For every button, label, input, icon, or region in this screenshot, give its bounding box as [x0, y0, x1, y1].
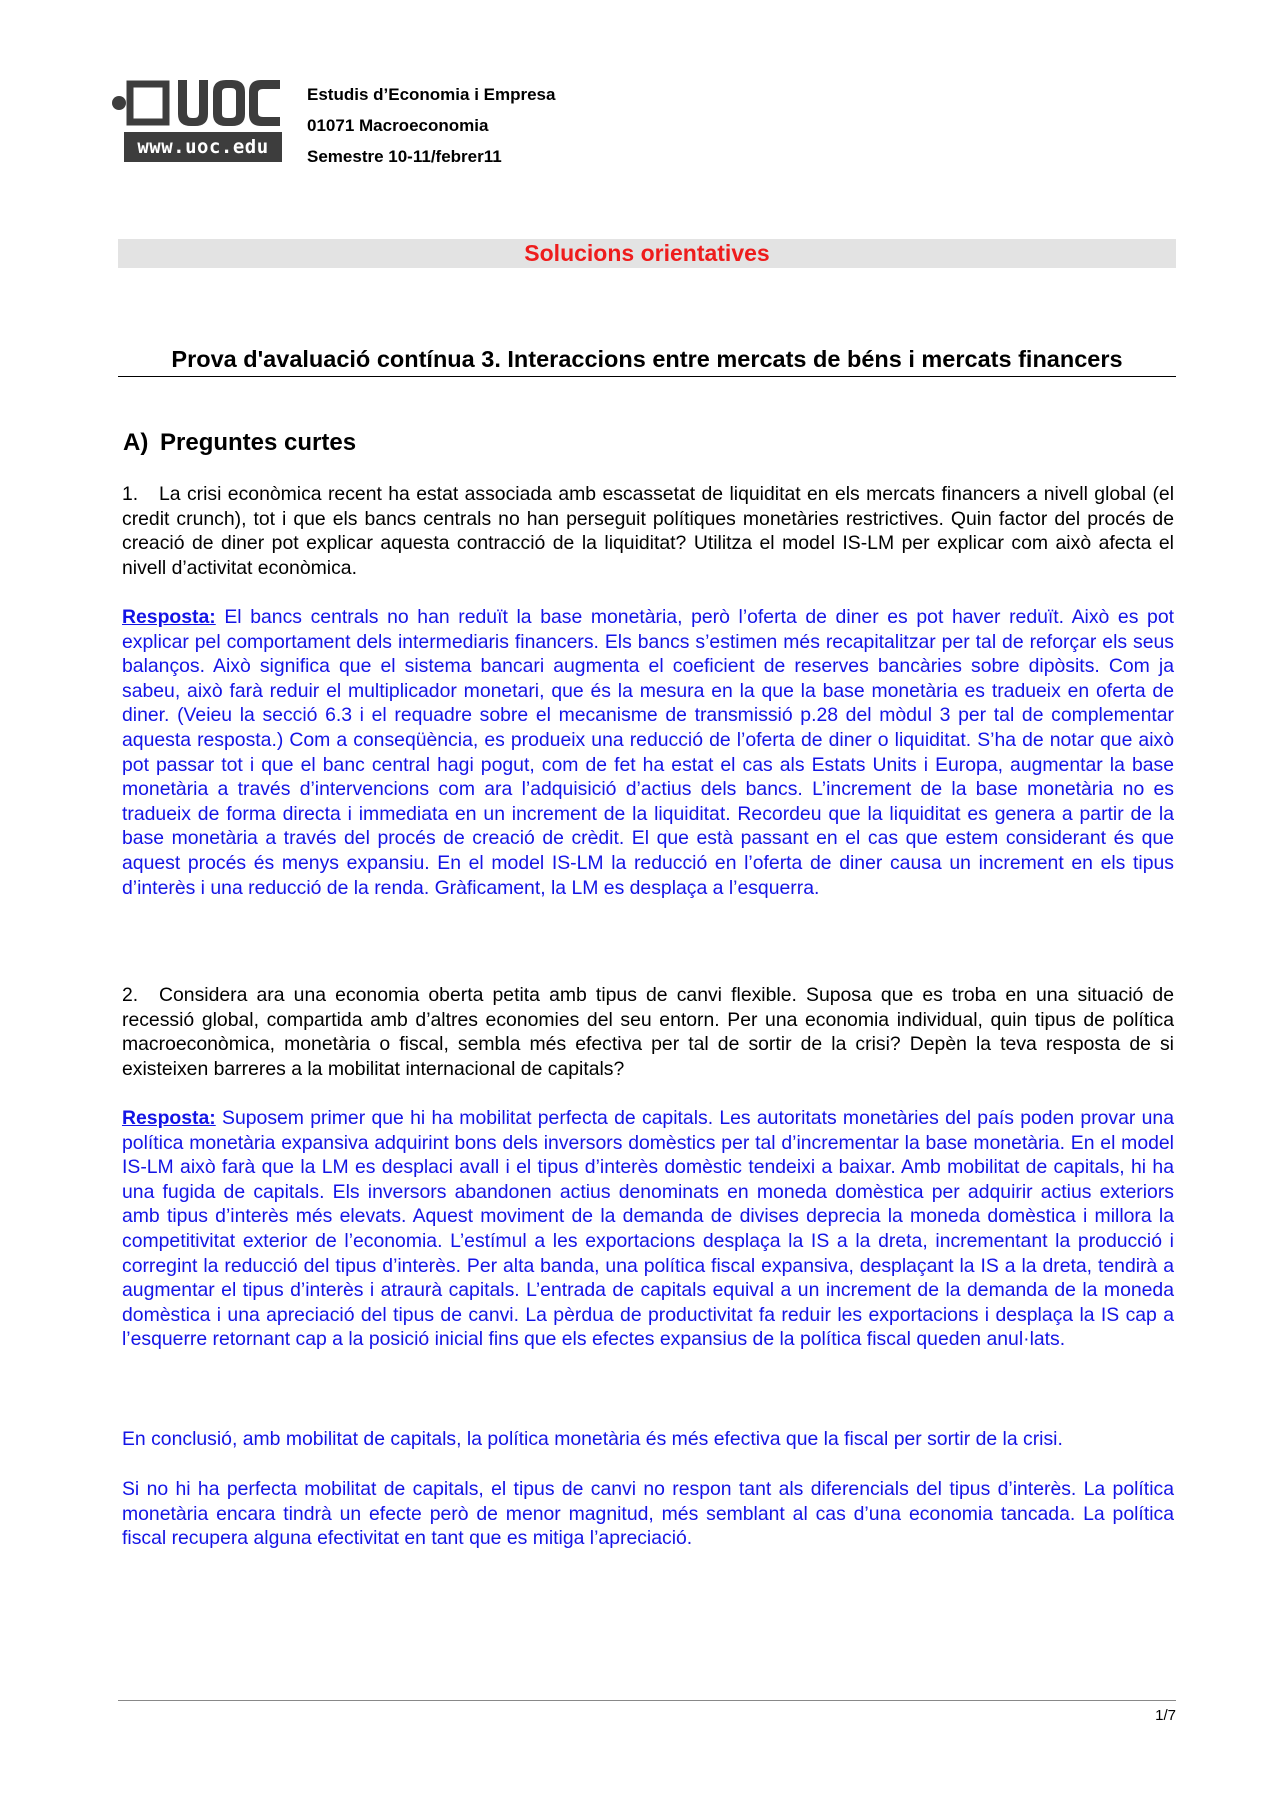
header-faculty: Estudis d’Economia i Empresa [307, 85, 556, 104]
logo-url: www.uoc.edu [124, 132, 282, 162]
page-title: Solucions orientatives [524, 240, 770, 266]
answer-2-conclusion: En conclusió, amb mobilitat de capitals, la política monetària és més efectiva que la fiscal per sortir de la crisi. [122, 1428, 1063, 1450]
answer-2-extra: Si no hi ha perfecta mobilitat de capitals, el tipus de canvi no respon tant als diferencials del tipus d’interès. La política monetària encara tindrà un efecte però de menor magnitud, més semblant al cas d’una economia tancada. La política fiscal recupera alguna efectivitat en tant que es mitiga l’apreciació. [122, 1478, 1174, 1550]
answer-1 [122, 605, 1174, 900]
title-divider [118, 376, 1176, 377]
section-label: A) [123, 429, 149, 456]
question-number: 2. [122, 984, 139, 1006]
question-text: La crisi econòmica recent ha estat associada amb escassetat de liquiditat en els mercats financers a nivell global (el credit crunch), tot i que els bancs centrals no han perseguit polítiques monetàries restrictives. Quin factor del procés de creació de diner pot explicar aquesta contracció de la liquiditat? Utilitza el model IS-LM per explicar com això afecta el nivell d’activitat econòmica. [122, 483, 1174, 579]
question-1 [122, 482, 1174, 580]
uoc-logo-mark [112, 78, 282, 128]
answer-text: El bancs centrals no han reduït la base monetària, però l’oferta de diner es pot haver reduït. Això es pot explicar pel comportament dels intermediaris financers. Els bancs s’estimen més recapitalitzar per tal de reforçar els seus balanços. Això significa que el sistema bancari augmenta el coeficient de reserves bancàries sobre dipòsits. Com ja sabeu, això farà reduir el multiplicador monetari, que és la mesura en la que la base monetària es tradueix en oferta de diner. (Veieu la secció 6.3 i el requadre sobre el mecanisme de transmissió p.28 del mòdul 3 per tal de complementar aquesta resposta.) Com a conseqüència, es produeix una reducció de l’oferta de diner o liquiditat. S’ha de notar que això pot passar tot i que el banc central hagi pogut, com de fet ha estat el cas als Estats Units i Europa, augmentar la base monetària a través d’intervencions com ara l’adquisició d’actius dels bancs. L’increment de la base monetària no es tradueix de forma directa i immediata en un increment de la liquiditat. Recordeu que la liquiditat es genera a partir de la base monetària a través del procés de creació de crèdit. El que està passant en el cas que estem considerant és que aquest procés és menys expansiu. En el model IS-LM la reducció en l’oferta de diner causa un increment en els tipus d’interès i una reducció de la renda. Gràficament, la LM es desplaça a l’esquerra. [122, 606, 1174, 899]
answer-2 [122, 1106, 1174, 1352]
page-number: 1/7 [1155, 1707, 1176, 1724]
answer-text: Suposem primer que hi ha mobilitat perfecta de capitals. Les autoritats monetàries del país poden provar una política monetària expansiva adquirint bons dels inversors domèstics per tal d’incrementar la base monetària. En el model IS-LM això farà que la LM es desplaci avall i el tipus d’interès domèstic tendeixi a baixar. Amb mobilitat de capitals, hi ha una fugida de capitals. Els inversors abandonen actius denominats en moneda domèstica per adquirir actius exteriors amb tipus d’interès més elevats. Aquest moviment de la demanda de divises deprecia la moneda domèstica i millora la competitivitat exterior de l’economia. L’estímul a les exportacions desplaça la IS a la dreta, incrementant la producció i corregint la reducció del tipus d’interès. Per alta banda, una política fiscal expansiva, desplaçant la IS a la dreta, tendirà a augmentar el tipus d’interès i atraurà capitals. L’entrada de capitals equival a un increment de la demanda de la moneda domèstica i una apreciació del tipus de canvi. La pèrdua de productivitat fa reduir les exportacions i desplaça la IS cap a l’esquerre retornant cap a la posició inicial fins que els efectes expansius de la política fiscal queden anul·lats. [122, 1107, 1174, 1351]
section-heading [123, 428, 356, 458]
answer-label: Resposta: [122, 1107, 216, 1129]
section-title: Preguntes curtes [160, 429, 357, 456]
header-info [307, 79, 555, 172]
footer-divider [118, 1700, 1176, 1701]
uoc-logo [112, 72, 282, 164]
question-number: 1. [122, 483, 139, 505]
exam-title: Prova d'avaluació contínua 3. Interaccions entre mercats de béns i mercats financers [171, 346, 1123, 372]
answer-label: Resposta: [122, 606, 216, 628]
question-text: Considera ara una economia oberta petita amb tipus de canvi flexible. Suposa que es troba en una situació de recessió global, compartida amb d’altres economies del seu entorn. Per una economia individual, quin tipus de política macroeconòmica, monetària o fiscal, sembla més efectiva per tal de sortir de la crisi? Depèn la teva resposta de si existeixen barreres a la mobilitat internacional de capitals? [122, 984, 1174, 1080]
title-band [118, 239, 1176, 268]
question-2 [122, 983, 1174, 1081]
header-course: 01071 Macroeconomia [307, 116, 489, 135]
header-semester: Semestre 10-11/febrer11 [307, 147, 502, 166]
